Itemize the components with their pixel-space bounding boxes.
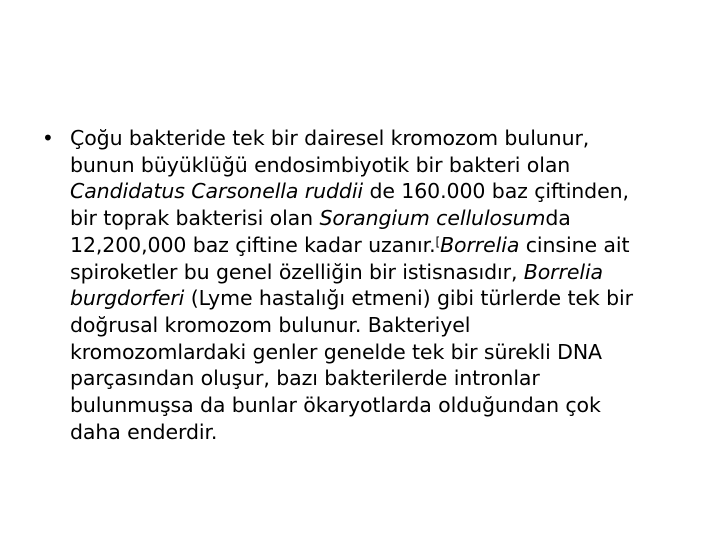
bullet-icon: • (42, 126, 54, 150)
paragraph-lines (70, 125, 690, 445)
bullet-paragraph (40, 125, 690, 445)
italic-text: Borrelia (523, 259, 604, 284)
text-line (70, 285, 690, 312)
text-line (70, 259, 690, 286)
text-segment: da (545, 206, 571, 231)
text-line (70, 339, 690, 366)
text-segment: 12,200,000 baz çiftine kadar uzanır. (70, 232, 436, 257)
text-line (70, 125, 690, 152)
text-line (70, 178, 690, 205)
italic-text: Sorangium cellulosum (319, 206, 546, 231)
text-segment: kromozomlardaki genler genelde tek bir sürekli DNA (70, 339, 602, 364)
text-line (70, 205, 690, 232)
text-line (70, 312, 690, 339)
italic-text: burgdorferi (70, 286, 185, 311)
text-segment: bunun büyüklüğü endosimbiyotik bir bakteri olan (70, 152, 571, 177)
text-segment: cinsine ait (519, 232, 630, 257)
text-line (70, 232, 690, 259)
reference-mark: [ (435, 234, 441, 249)
text-line (70, 419, 690, 446)
text-segment: (Lyme hastalığı etmeni) gibi türlerde tek bir (184, 286, 633, 311)
text-segment: bir toprak bakterisi olan (70, 206, 320, 231)
text-line (70, 392, 690, 419)
text-segment: daha enderdir. (70, 419, 218, 444)
text-segment: doğrusal kromozom bulunur. Bakteriyel (70, 312, 471, 337)
italic-text: Candidatus Carsonella ruddii (70, 179, 364, 204)
text-segment: spiroketler bu genel özelliğin bir istisnasıdır, (70, 259, 524, 284)
text-segment: de 160.000 baz çiftinden, (363, 179, 629, 204)
text-segment: parçasından oluşur, bazı bakterilerde intronlar (70, 366, 540, 391)
text-line (70, 152, 690, 179)
italic-text: Borrelia (440, 232, 520, 257)
text-line (70, 365, 690, 392)
text-segment: bulunmuşsa da bunlar ökaryotlarda olduğundan çok (70, 393, 601, 418)
text-segment: Çoğu bakteride tek bir dairesel kromozom bulunur, (70, 126, 590, 150)
